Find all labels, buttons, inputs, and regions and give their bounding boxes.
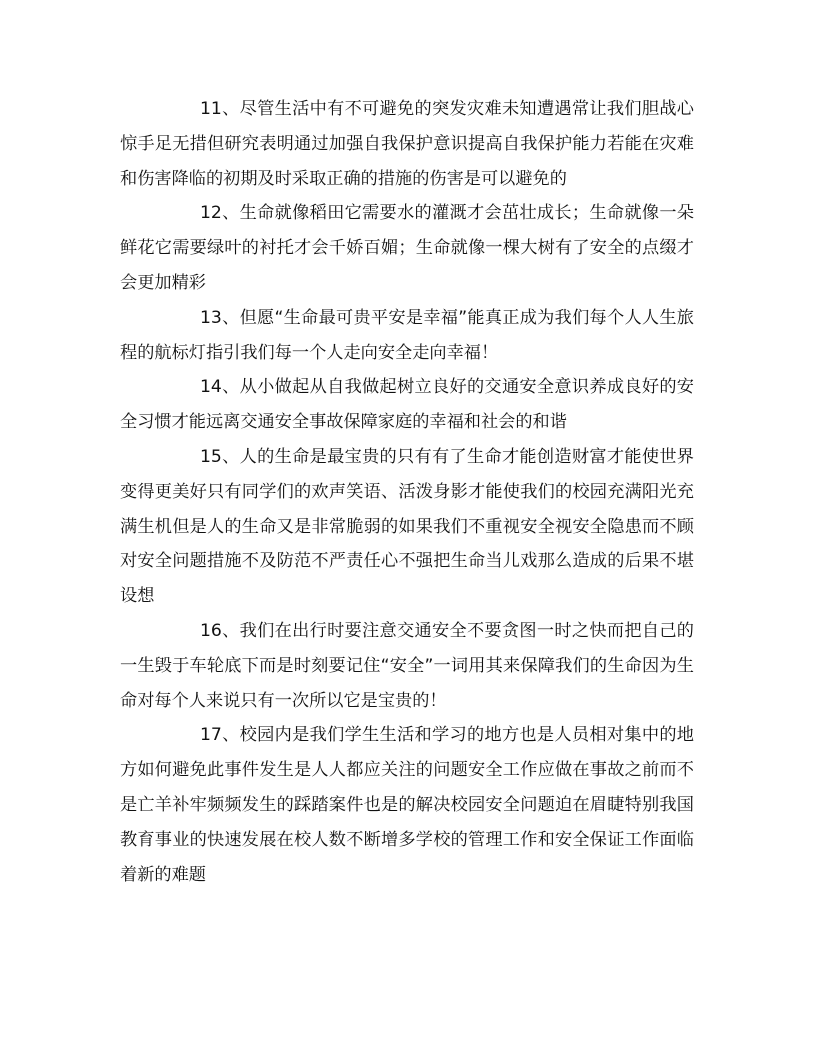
document-body — [120, 92, 694, 892]
paragraph-14: 14、从小做起从自我做起树立良好的交通安全意识养成良好的安全习惯才能远离交通安全事故保障家庭的幸福和社会的和谐 — [120, 377, 694, 433]
paragraph-13: 13、但愿“生命最可贵平安是幸福”能真正成为我们每个人人生旅程的航标灯指引我们每一个人走向安全走向幸福！ — [120, 307, 694, 363]
paragraph-12: 12、生命就像稻田它需要水的灌溉才会茁壮成长；生命就像一朵鲜花它需要绿叶的衬托才会千娇百媚；生命就像一棵大树有了安全的点缀才会更加精彩 — [120, 203, 694, 293]
paragraph-11: 11、尽管生活中有不可避免的突发灾难未知遭遇常让我们胆战心惊手足无措但研究表明通过加强自我保护意识提高自我保护能力若能在灾难和伤害降临的初期及时采取正确的措施的伤害是可以避免的 — [120, 99, 694, 189]
paragraph-15: 15、人的生命是最宝贵的只有有了生命才能创造财富才能使世界变得更美好只有同学们的欢声笑语、活泼身影才能使我们的校园充满阳光充满生机但是人的生命又是非常脆弱的如果我们不重视安全视安全隐患而不顾对安全问题措施不及防范不严责任心不强把生命当儿戏那么造成的后果不堪设想 — [120, 446, 694, 607]
paragraph-17: 17、校园内是我们学生生活和学习的地方也是人员相对集中的地方如何避免此事件发生是人人都应关注的问题安全工作应做在事故之前而不是亡羊补牢频频发生的踩踏案件也是的解决校园安全问题迫在眉睫特别我国教育事业的快速发展在校人数不断增多学校的管理工作和安全保证工作面临着新的难题 — [120, 725, 694, 885]
paragraph-16: 16、我们在出行时要注意交通安全不要贪图一时之快而把自己的一生毁于车轮底下而是时刻要记住“安全”一词用其来保障我们的生命因为生命对每个人来说只有一次所以它是宝贵的！ — [120, 620, 694, 711]
